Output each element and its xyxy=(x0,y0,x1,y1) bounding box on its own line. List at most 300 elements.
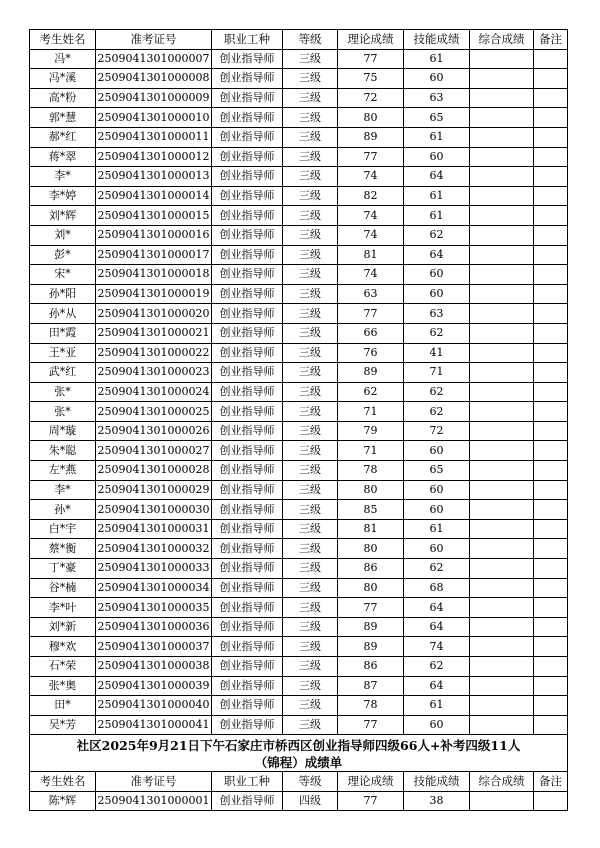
theory-score-cell: 71 xyxy=(338,441,404,461)
theory-score-cell: 76 xyxy=(338,343,404,363)
skill-score-cell: 60 xyxy=(404,147,470,167)
skill-score-cell: 64 xyxy=(404,676,470,696)
exam-id-cell: 2509041301000036 xyxy=(96,617,212,637)
candidate-name-cell: 李*叶 xyxy=(30,598,96,618)
total-score-cell xyxy=(470,284,534,304)
column-header: 综合成绩 xyxy=(470,772,534,792)
theory-score-cell: 80 xyxy=(338,578,404,598)
theory-score-cell: 87 xyxy=(338,676,404,696)
theory-score-cell: 80 xyxy=(338,108,404,128)
table-row xyxy=(30,265,568,285)
candidate-name-cell: 彭* xyxy=(30,245,96,265)
total-score-cell xyxy=(470,657,534,677)
level-cell: 三级 xyxy=(283,382,338,402)
total-score-cell xyxy=(470,617,534,637)
exam-id-cell: 2509041301000023 xyxy=(96,363,212,383)
total-score-cell xyxy=(470,382,534,402)
job-cell: 创业指导师 xyxy=(212,500,283,520)
total-score-cell xyxy=(470,69,534,89)
table-row xyxy=(30,637,568,657)
note-cell xyxy=(534,382,568,402)
note-cell xyxy=(534,49,568,69)
job-cell: 创业指导师 xyxy=(212,382,283,402)
note-cell xyxy=(534,343,568,363)
theory-score-cell: 81 xyxy=(338,519,404,539)
section-title xyxy=(30,735,568,772)
note-cell xyxy=(534,323,568,343)
level-cell: 三级 xyxy=(283,657,338,677)
table-row xyxy=(30,559,568,579)
job-cell: 创业指导师 xyxy=(212,676,283,696)
exam-id-cell: 2509041301000030 xyxy=(96,500,212,520)
exam-id-cell: 2509041301000020 xyxy=(96,304,212,324)
candidate-name-cell: 田* xyxy=(30,696,96,716)
candidate-name-cell: 王*亚 xyxy=(30,343,96,363)
total-score-cell xyxy=(470,49,534,69)
note-cell xyxy=(534,500,568,520)
exam-id-cell: 2509041301000040 xyxy=(96,696,212,716)
note-cell xyxy=(534,186,568,206)
note-cell xyxy=(534,617,568,637)
exam-id-cell: 2509041301000037 xyxy=(96,637,212,657)
candidate-name-cell: 郭*慧 xyxy=(30,108,96,128)
skill-score-cell: 65 xyxy=(404,461,470,481)
candidate-name-cell: 李*婷 xyxy=(30,186,96,206)
note-cell xyxy=(534,167,568,187)
level-cell: 三级 xyxy=(283,88,338,108)
job-cell: 创业指导师 xyxy=(212,69,283,89)
theory-score-cell: 79 xyxy=(338,421,404,441)
candidate-name-cell: 刘*辉 xyxy=(30,206,96,226)
skill-score-cell: 60 xyxy=(404,715,470,735)
note-cell xyxy=(534,284,568,304)
skill-score-cell: 60 xyxy=(404,441,470,461)
skill-score-cell: 60 xyxy=(404,539,470,559)
table-row xyxy=(30,245,568,265)
skill-score-cell: 74 xyxy=(404,637,470,657)
level-cell: 三级 xyxy=(283,363,338,383)
exam-id-cell: 2509041301000025 xyxy=(96,402,212,422)
candidate-name-cell: 郝*红 xyxy=(30,127,96,147)
note-cell xyxy=(534,402,568,422)
level-cell: 三级 xyxy=(283,323,338,343)
job-cell: 创业指导师 xyxy=(212,343,283,363)
candidate-name-cell: 李* xyxy=(30,167,96,187)
skill-score-cell: 61 xyxy=(404,127,470,147)
skill-score-cell: 62 xyxy=(404,323,470,343)
job-cell: 创业指导师 xyxy=(212,402,283,422)
section-title-line-1: 社区2025年9月21日下午石家庄市桥西区创业指导师四级66人+补考四级11人 xyxy=(76,738,521,754)
note-cell xyxy=(534,461,568,481)
table-row xyxy=(30,225,568,245)
candidate-name-cell: 田*霞 xyxy=(30,323,96,343)
job-cell: 创业指导师 xyxy=(212,304,283,324)
job-cell: 创业指导师 xyxy=(212,49,283,69)
section-title-row xyxy=(30,735,568,772)
level-cell: 三级 xyxy=(283,167,338,187)
note-cell xyxy=(534,206,568,226)
table-row xyxy=(30,715,568,735)
score-table-level-4 xyxy=(29,771,568,811)
job-cell: 创业指导师 xyxy=(212,363,283,383)
level-cell: 三级 xyxy=(283,304,338,324)
job-cell: 创业指导师 xyxy=(212,206,283,226)
total-score-cell xyxy=(470,167,534,187)
note-cell xyxy=(534,696,568,716)
theory-score-cell: 63 xyxy=(338,284,404,304)
total-score-cell xyxy=(470,559,534,579)
level-cell: 三级 xyxy=(283,696,338,716)
note-cell xyxy=(534,480,568,500)
theory-score-cell: 89 xyxy=(338,637,404,657)
column-header: 等级 xyxy=(283,30,338,50)
table-row xyxy=(30,284,568,304)
job-cell: 创业指导师 xyxy=(212,186,283,206)
table-row xyxy=(30,676,568,696)
theory-score-cell: 85 xyxy=(338,500,404,520)
theory-score-cell: 74 xyxy=(338,265,404,285)
candidate-name-cell: 吴*芳 xyxy=(30,715,96,735)
candidate-name-cell: 冯*溪 xyxy=(30,69,96,89)
exam-id-cell: 2509041301000022 xyxy=(96,343,212,363)
table-row xyxy=(30,402,568,422)
candidate-name-cell: 李* xyxy=(30,480,96,500)
candidate-name-cell: 高*粉 xyxy=(30,88,96,108)
level-cell: 三级 xyxy=(283,578,338,598)
candidate-name-cell: 张* xyxy=(30,402,96,422)
candidate-name-cell: 蔡*衡 xyxy=(30,539,96,559)
column-header: 职业工种 xyxy=(212,772,283,792)
table-row xyxy=(30,461,568,481)
skill-score-cell: 64 xyxy=(404,245,470,265)
table-row xyxy=(30,186,568,206)
candidate-name-cell: 陈*辉 xyxy=(30,791,96,811)
total-score-cell xyxy=(470,519,534,539)
skill-score-cell: 60 xyxy=(404,284,470,304)
column-header: 等级 xyxy=(283,772,338,792)
level-cell: 三级 xyxy=(283,461,338,481)
level-cell: 三级 xyxy=(283,519,338,539)
job-cell: 创业指导师 xyxy=(212,637,283,657)
candidate-name-cell: 冯* xyxy=(30,49,96,69)
exam-id-cell: 2509041301000010 xyxy=(96,108,212,128)
level-cell: 三级 xyxy=(283,206,338,226)
column-header: 理论成绩 xyxy=(338,772,404,792)
job-cell: 创业指导师 xyxy=(212,696,283,716)
job-cell: 创业指导师 xyxy=(212,617,283,637)
candidate-name-cell: 武*红 xyxy=(30,363,96,383)
total-score-cell xyxy=(470,186,534,206)
theory-score-cell: 81 xyxy=(338,245,404,265)
candidate-name-cell: 张* xyxy=(30,382,96,402)
exam-id-cell: 2509041301000014 xyxy=(96,186,212,206)
column-header: 准考证号 xyxy=(96,772,212,792)
skill-score-cell: 64 xyxy=(404,617,470,637)
note-cell xyxy=(534,539,568,559)
note-cell xyxy=(534,791,568,811)
theory-score-cell: 77 xyxy=(338,715,404,735)
table-row xyxy=(30,441,568,461)
total-score-cell xyxy=(470,147,534,167)
job-cell: 创业指导师 xyxy=(212,323,283,343)
total-score-cell xyxy=(470,363,534,383)
skill-score-cell: 62 xyxy=(404,402,470,422)
candidate-name-cell: 穆*欢 xyxy=(30,637,96,657)
column-header: 备注 xyxy=(534,30,568,50)
level-cell: 三级 xyxy=(283,265,338,285)
candidate-name-cell: 白*宇 xyxy=(30,519,96,539)
job-cell: 创业指导师 xyxy=(212,284,283,304)
exam-id-cell: 2509041301000019 xyxy=(96,284,212,304)
total-score-cell xyxy=(470,539,534,559)
theory-score-cell: 82 xyxy=(338,186,404,206)
skill-score-cell: 60 xyxy=(404,480,470,500)
section-title-line-2: （锦程）成绩单 xyxy=(254,755,343,771)
level-cell: 三级 xyxy=(283,186,338,206)
column-header: 准考证号 xyxy=(96,30,212,50)
skill-score-cell: 62 xyxy=(404,225,470,245)
level-cell: 三级 xyxy=(283,598,338,618)
total-score-cell xyxy=(470,715,534,735)
note-cell xyxy=(534,598,568,618)
table-row xyxy=(30,206,568,226)
table-row xyxy=(30,88,568,108)
note-cell xyxy=(534,657,568,677)
exam-id-cell: 2509041301000041 xyxy=(96,715,212,735)
job-cell: 创业指导师 xyxy=(212,127,283,147)
theory-score-cell: 74 xyxy=(338,167,404,187)
theory-score-cell: 74 xyxy=(338,225,404,245)
level-cell: 三级 xyxy=(283,441,338,461)
theory-score-cell: 77 xyxy=(338,49,404,69)
column-header: 考生姓名 xyxy=(30,772,96,792)
level-cell: 三级 xyxy=(283,127,338,147)
candidate-name-cell: 周*璇 xyxy=(30,421,96,441)
exam-id-cell: 2509041301000034 xyxy=(96,578,212,598)
job-cell: 创业指导师 xyxy=(212,480,283,500)
table-row xyxy=(30,147,568,167)
theory-score-cell: 80 xyxy=(338,539,404,559)
skill-score-cell: 41 xyxy=(404,343,470,363)
candidate-name-cell: 谷*楠 xyxy=(30,578,96,598)
theory-score-cell: 77 xyxy=(338,147,404,167)
skill-score-cell: 60 xyxy=(404,500,470,520)
column-header: 职业工种 xyxy=(212,30,283,50)
candidate-name-cell: 朱*聪 xyxy=(30,441,96,461)
theory-score-cell: 89 xyxy=(338,127,404,147)
table-row xyxy=(30,108,568,128)
total-score-cell xyxy=(470,127,534,147)
theory-score-cell: 77 xyxy=(338,791,404,811)
level-cell: 四级 xyxy=(283,791,338,811)
candidate-name-cell: 孙*从 xyxy=(30,304,96,324)
exam-id-cell: 2509041301000007 xyxy=(96,49,212,69)
total-score-cell xyxy=(470,245,534,265)
table-row xyxy=(30,382,568,402)
exam-id-cell: 2509041301000039 xyxy=(96,676,212,696)
total-score-cell xyxy=(470,500,534,520)
table-row xyxy=(30,323,568,343)
total-score-cell xyxy=(470,304,534,324)
skill-score-cell: 62 xyxy=(404,657,470,677)
theory-score-cell: 78 xyxy=(338,696,404,716)
skill-score-cell: 63 xyxy=(404,304,470,324)
level-cell: 三级 xyxy=(283,343,338,363)
note-cell xyxy=(534,108,568,128)
total-score-cell xyxy=(470,206,534,226)
table-row xyxy=(30,363,568,383)
theory-score-cell: 72 xyxy=(338,88,404,108)
job-cell: 创业指导师 xyxy=(212,791,283,811)
level-cell: 三级 xyxy=(283,147,338,167)
table-row xyxy=(30,127,568,147)
total-score-cell xyxy=(470,480,534,500)
job-cell: 创业指导师 xyxy=(212,265,283,285)
exam-id-cell: 2509041301000011 xyxy=(96,127,212,147)
note-cell xyxy=(534,88,568,108)
theory-score-cell: 78 xyxy=(338,461,404,481)
job-cell: 创业指导师 xyxy=(212,441,283,461)
level-cell: 三级 xyxy=(283,617,338,637)
candidate-name-cell: 宋* xyxy=(30,265,96,285)
table-row xyxy=(30,480,568,500)
note-cell xyxy=(534,265,568,285)
level-cell: 三级 xyxy=(283,49,338,69)
candidate-name-cell: 刘*新 xyxy=(30,617,96,637)
column-header: 考生姓名 xyxy=(30,30,96,50)
theory-score-cell: 66 xyxy=(338,323,404,343)
table-row xyxy=(30,519,568,539)
table-row xyxy=(30,167,568,187)
table-row xyxy=(30,578,568,598)
level-cell: 三级 xyxy=(283,402,338,422)
exam-id-cell: 2509041301000012 xyxy=(96,147,212,167)
theory-score-cell: 75 xyxy=(338,69,404,89)
exam-id-cell: 2509041301000008 xyxy=(96,69,212,89)
skill-score-cell: 62 xyxy=(404,382,470,402)
skill-score-cell: 60 xyxy=(404,265,470,285)
skill-score-cell: 68 xyxy=(404,578,470,598)
exam-id-cell: 2509041301000033 xyxy=(96,559,212,579)
candidate-name-cell: 石*荣 xyxy=(30,657,96,677)
total-score-cell xyxy=(470,791,534,811)
job-cell: 创业指导师 xyxy=(212,559,283,579)
note-cell xyxy=(534,147,568,167)
theory-score-cell: 86 xyxy=(338,559,404,579)
job-cell: 创业指导师 xyxy=(212,539,283,559)
note-cell xyxy=(534,363,568,383)
column-header: 综合成绩 xyxy=(470,30,534,50)
theory-score-cell: 86 xyxy=(338,657,404,677)
level-cell: 三级 xyxy=(283,421,338,441)
theory-score-cell: 62 xyxy=(338,382,404,402)
note-cell xyxy=(534,245,568,265)
theory-score-cell: 77 xyxy=(338,304,404,324)
skill-score-cell: 61 xyxy=(404,696,470,716)
total-score-cell xyxy=(470,323,534,343)
level-cell: 三级 xyxy=(283,676,338,696)
level-cell: 三级 xyxy=(283,715,338,735)
theory-score-cell: 77 xyxy=(338,598,404,618)
exam-id-cell: 2509041301000001 xyxy=(96,791,212,811)
candidate-name-cell: 丁*豪 xyxy=(30,559,96,579)
column-header: 备注 xyxy=(534,772,568,792)
total-score-cell xyxy=(470,265,534,285)
total-score-cell xyxy=(470,696,534,716)
candidate-name-cell: 孙* xyxy=(30,500,96,520)
table-header-row xyxy=(30,772,568,792)
skill-score-cell: 38 xyxy=(404,791,470,811)
job-cell: 创业指导师 xyxy=(212,421,283,441)
job-cell: 创业指导师 xyxy=(212,108,283,128)
note-cell xyxy=(534,304,568,324)
job-cell: 创业指导师 xyxy=(212,245,283,265)
note-cell xyxy=(534,225,568,245)
candidate-name-cell: 张*奥 xyxy=(30,676,96,696)
exam-id-cell: 2509041301000031 xyxy=(96,519,212,539)
skill-score-cell: 71 xyxy=(404,363,470,383)
note-cell xyxy=(534,676,568,696)
table-row xyxy=(30,696,568,716)
exam-id-cell: 2509041301000038 xyxy=(96,657,212,677)
exam-id-cell: 2509041301000026 xyxy=(96,421,212,441)
table-row xyxy=(30,598,568,618)
level-cell: 三级 xyxy=(283,69,338,89)
candidate-name-cell: 孙*阳 xyxy=(30,284,96,304)
level-cell: 三级 xyxy=(283,539,338,559)
skill-score-cell: 61 xyxy=(404,206,470,226)
exam-id-cell: 2509041301000021 xyxy=(96,323,212,343)
note-cell xyxy=(534,69,568,89)
note-cell xyxy=(534,519,568,539)
job-cell: 创业指导师 xyxy=(212,519,283,539)
total-score-cell xyxy=(470,441,534,461)
table-row xyxy=(30,791,568,811)
level-cell: 三级 xyxy=(283,108,338,128)
total-score-cell xyxy=(470,421,534,441)
theory-score-cell: 89 xyxy=(338,617,404,637)
column-header: 技能成绩 xyxy=(404,772,470,792)
table-row xyxy=(30,49,568,69)
note-cell xyxy=(534,578,568,598)
exam-id-cell: 2509041301000013 xyxy=(96,167,212,187)
skill-score-cell: 61 xyxy=(404,519,470,539)
level-cell: 三级 xyxy=(283,559,338,579)
job-cell: 创业指导师 xyxy=(212,657,283,677)
job-cell: 创业指导师 xyxy=(212,598,283,618)
exam-id-cell: 2509041301000024 xyxy=(96,382,212,402)
level-cell: 三级 xyxy=(283,500,338,520)
score-table-body-2 xyxy=(30,772,568,811)
skill-score-cell: 63 xyxy=(404,88,470,108)
note-cell xyxy=(534,127,568,147)
note-cell xyxy=(534,637,568,657)
total-score-cell xyxy=(470,108,534,128)
table-row xyxy=(30,539,568,559)
column-header: 理论成绩 xyxy=(338,30,404,50)
total-score-cell xyxy=(470,402,534,422)
total-score-cell xyxy=(470,637,534,657)
total-score-cell xyxy=(470,343,534,363)
table-row xyxy=(30,69,568,89)
total-score-cell xyxy=(470,578,534,598)
skill-score-cell: 60 xyxy=(404,69,470,89)
job-cell: 创业指导师 xyxy=(212,578,283,598)
level-cell: 三级 xyxy=(283,480,338,500)
exam-id-cell: 2509041301000029 xyxy=(96,480,212,500)
level-cell: 三级 xyxy=(283,284,338,304)
skill-score-cell: 72 xyxy=(404,421,470,441)
